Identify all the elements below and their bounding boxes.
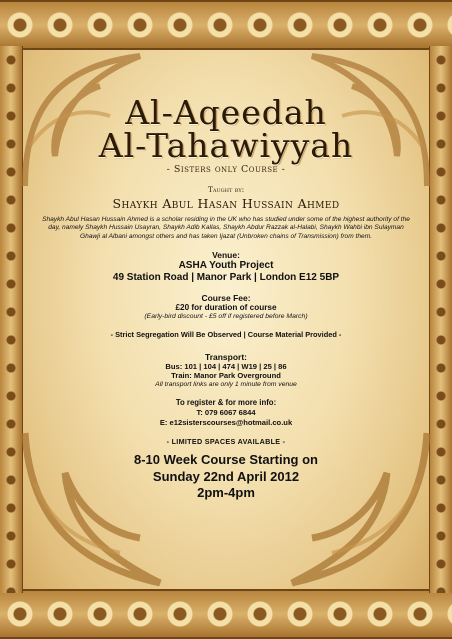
register-label: To register & for more info:	[175, 398, 277, 408]
venue-label: Venue:	[212, 250, 240, 261]
ornamental-border-right	[429, 46, 452, 593]
register-phone: T: 079 6067 6844	[196, 408, 256, 418]
teacher-name: Shaykh Abul Hasan Hussain Ahmed	[112, 196, 340, 211]
taught-by-label: Taught by:	[207, 185, 245, 194]
register-email: E: e12sisterscourses@hotmail.co.uk	[159, 417, 293, 427]
transport-train: Train: Manor Park Overground	[171, 371, 281, 381]
venue-address: 49 Station Road | Manor Park | London E12 5BP	[112, 272, 340, 284]
ornamental-border-top	[0, 0, 452, 50]
subtitle: - Sisters only Course -	[166, 164, 286, 175]
fee-label: Course Fee:	[201, 293, 251, 304]
course-notice: - Strict Segregation Will Be Observed | Course Material Provided -	[110, 330, 342, 340]
title-line-2: Al-Tahawiyyah	[98, 126, 354, 165]
poster-content	[30, 93, 422, 502]
schedule-line-3: 2pm-4pm	[197, 485, 255, 501]
fee-amount: £20 for duration of course	[175, 303, 277, 313]
schedule-line-1: 8-10 Week Course Starting on	[134, 452, 318, 468]
venue-name: ASHA Youth Project	[178, 260, 274, 272]
schedule-line-2: Sunday 22nd April 2012	[152, 468, 300, 484]
limited-spaces: - LIMITED SPACES AVAILABLE -	[166, 437, 286, 447]
transport-note: All transport links are only 1 minute from venue	[155, 380, 297, 388]
fee-discount: (Early-bird discount - £5 off if registered before March)	[144, 312, 308, 320]
title-line-1: Al-Aqeedah	[125, 93, 327, 132]
transport-bus: Bus: 101 | 104 | 474 | W19 | 25 | 86	[165, 362, 287, 372]
teacher-bio: Shaykh Abul Hasan Hussain Ahmed is a scholar residing in the UK who has studied under some of the highest authority of the day, namely Shaykh Hussain Usayran, Shaykh Adib Kallas, Shaykh Abdur Razzak al-Halabi, Shaykh Wahbi ibn Sulayman Ghawji al Albani amongst others and has taken Ijazat (Unbroken chains of Transmission) from them.	[42, 216, 410, 240]
transport-label: Transport:	[204, 352, 248, 363]
ornamental-border-bottom	[0, 589, 452, 639]
